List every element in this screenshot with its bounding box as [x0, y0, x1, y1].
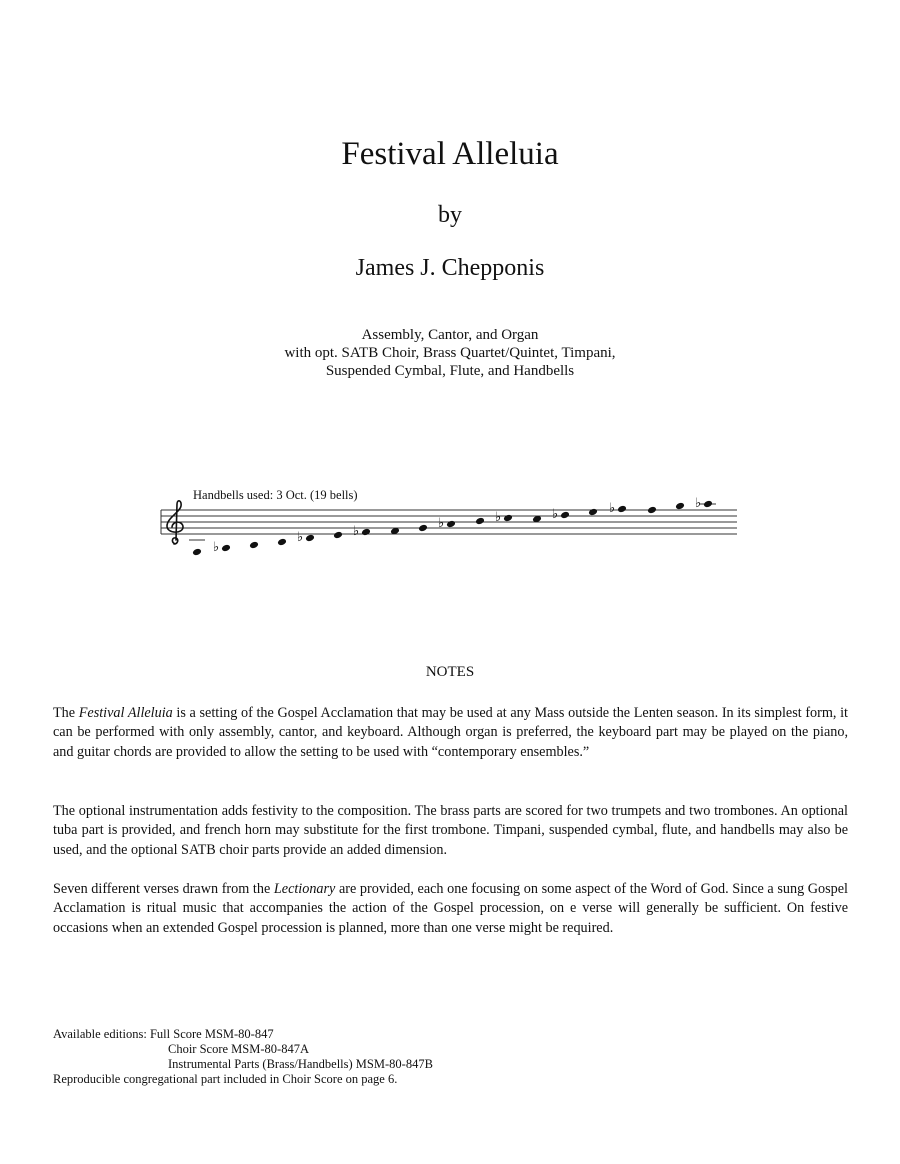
scoring-line: Assembly, Cantor, and Organ [361, 327, 539, 343]
handbells-label: Handbells used: 3 Oct. (19 bells) [193, 488, 358, 502]
flat-sign-icon: ♭ [695, 496, 702, 511]
available-editions [53, 1027, 433, 1087]
work-title-italic: Festival Alleluia [78, 705, 173, 721]
note-head [475, 517, 485, 525]
flat-sign-icon: ♭ [353, 524, 360, 539]
handbell-range-staff [155, 482, 745, 562]
scoring-line: Suspended Cymbal, Flute, and Handbells [325, 363, 575, 379]
scoring-line: with opt. SATB Choir, Brass Quartet/Quintet, Timpani, [284, 345, 616, 361]
note-head [647, 506, 657, 514]
composer-name: James J. Chepponis [355, 255, 545, 281]
note-head [361, 528, 371, 536]
edition-row [53, 1027, 433, 1042]
edition-instrumental-parts: Instrumental Parts (Brass/Handbells) MSM-80-847B [168, 1057, 433, 1071]
editions-label: Available editions: [53, 1027, 147, 1041]
flat-sign-icon: ♭ [297, 530, 304, 545]
flat-sign-icon: ♭ [213, 540, 220, 555]
scoring-block [0, 326, 900, 380]
note-head [503, 514, 513, 522]
note-head [675, 502, 685, 510]
reproducible-note: Reproducible congregational part included in Choir Score on page 6. [53, 1072, 398, 1086]
note-head [418, 524, 428, 532]
note-head [221, 544, 231, 552]
flat-sign-icon: ♭ [609, 501, 616, 516]
flat-sign-icon: ♭ [552, 507, 559, 522]
edition-choir-score: Choir Score MSM-80-847A [168, 1042, 309, 1056]
note-head [333, 531, 343, 539]
edition-full-score: Full Score MSM-80-847 [149, 1027, 274, 1041]
page-title: Festival Alleluia [341, 136, 559, 172]
text-span: Seven different verses drawn from the [53, 881, 274, 897]
note-head [446, 520, 456, 528]
notes-heading: NOTES [425, 664, 475, 680]
note-head [192, 548, 202, 556]
note-head [305, 534, 315, 542]
text-span: is a setting of the Gospel Acclamation that may be used at any Mass outside the Lenten season. In its simplest form, it can be performed with only assembly, cantor, and keyboard. Although organ is preferred, the keyboard part may be played on the piano, and guitar chords are provided to allow the setting to be used with “contemporary ensembles.” [53, 705, 848, 760]
note-head [560, 511, 570, 519]
lectionary-italic: Lectionary [273, 881, 336, 897]
notes-paragraph-3 [53, 880, 848, 938]
by-line: by [438, 202, 462, 228]
notes-paragraph-2: The optional instrumentation adds festivity to the composition. The brass parts are scored for two trumpets and two trombones. An optional tuba part is provided, and french horn may substitute for the first trombone. Timpani, suspended cymbal, flute, and handbells may also be used, and the optional SATB choir parts provide an added dimension. [53, 803, 848, 858]
notes-paragraph-1 [53, 704, 848, 762]
flat-sign-icon: ♭ [438, 516, 445, 531]
flat-sign-icon: ♭ [495, 510, 502, 525]
note-head [617, 505, 627, 513]
note-head [588, 508, 598, 516]
text-span: are provided, each one focusing on some aspect of the Word of God. Since a sung Gospel Acclamation is ritual music that accompanies the action of the Gospel procession, on e verse will generally be sufficient. On festive occasions when an extended Gospel procession is planned, more than one verse might be required. [53, 881, 848, 936]
note-head [703, 500, 713, 508]
bell-notes [189, 496, 716, 556]
note-head [277, 538, 287, 546]
text-span: The [53, 705, 79, 721]
note-head [249, 541, 259, 549]
